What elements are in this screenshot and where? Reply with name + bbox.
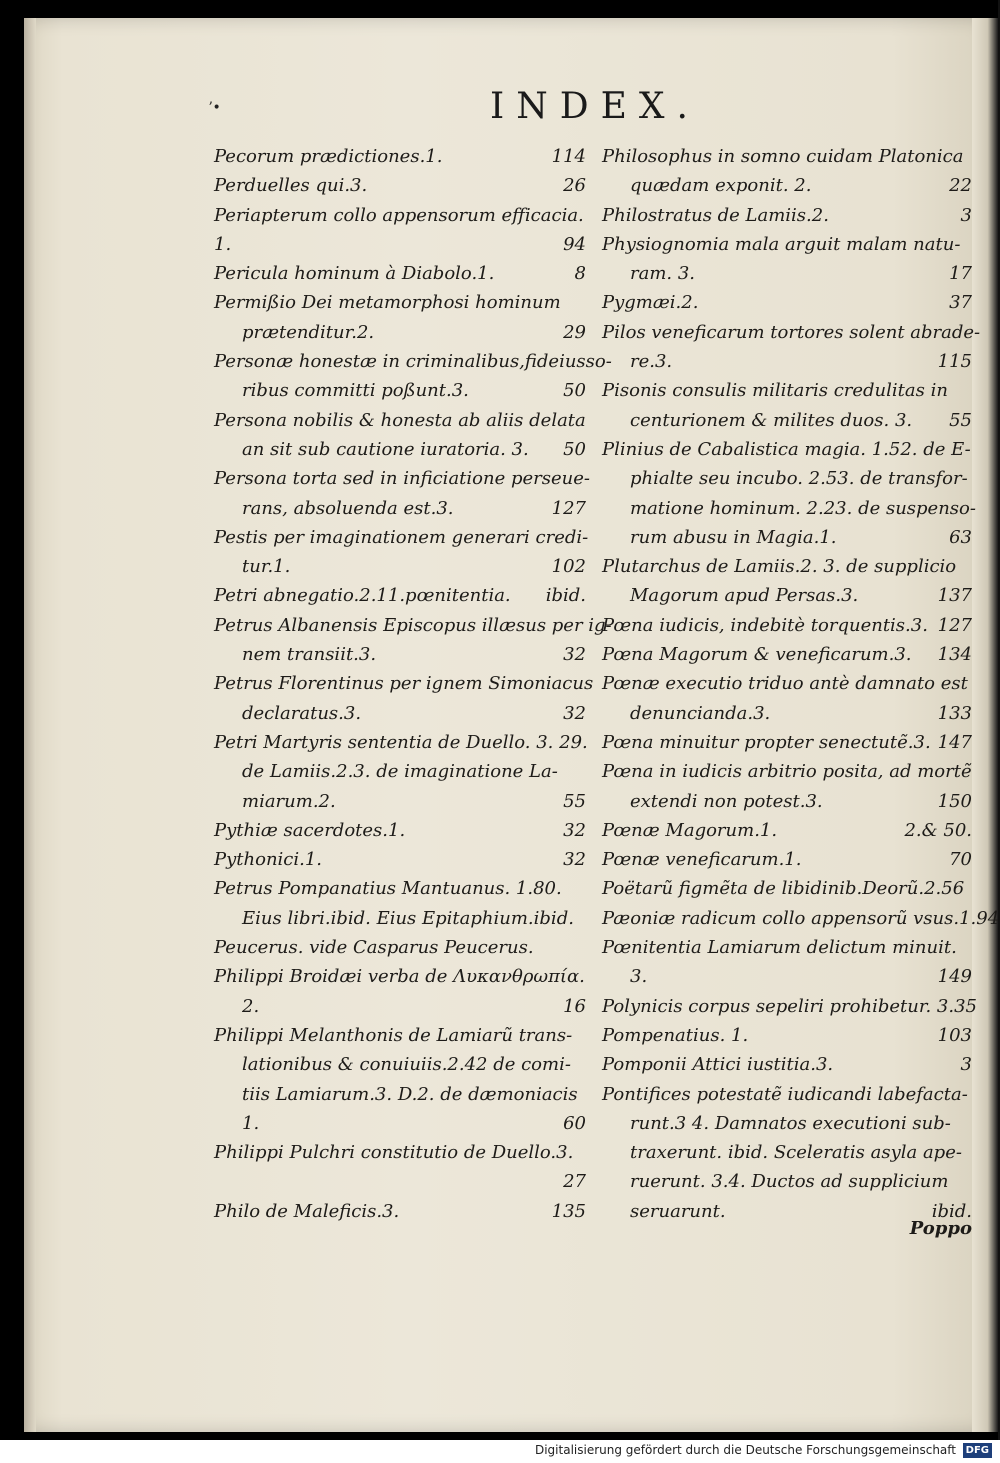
index-entry-line xyxy=(602,757,972,786)
catchword: Poppo xyxy=(909,1218,972,1239)
page-title: INDEX. xyxy=(490,86,700,127)
index-entry-line xyxy=(602,406,972,435)
entry-page-ref: 135 xyxy=(551,1200,586,1222)
index-entry-line xyxy=(602,435,972,464)
entry-page-ref: 147 xyxy=(937,731,972,753)
index-entry-line xyxy=(602,728,972,757)
entry-text: an sit sub cautione iuratoria. 3. xyxy=(242,438,529,460)
entry-text: miarum.2. xyxy=(242,790,336,812)
index-entry-line xyxy=(602,259,972,288)
entry-page-ref: 127 xyxy=(937,614,972,636)
index-entry-line xyxy=(214,435,586,464)
entry-text: tiis Lamiarum.3. D.2. de dæmoniacis xyxy=(242,1083,578,1105)
index-entry-line xyxy=(602,904,1000,933)
entry-text: lationibus & conuiuiis.2.42 de comi- xyxy=(242,1054,571,1076)
entry-page-ref: 3 xyxy=(960,204,972,226)
index-entry-line xyxy=(214,1138,586,1167)
page-gutter xyxy=(24,18,36,1432)
index-entry-line xyxy=(214,669,594,698)
index-entry-line xyxy=(602,142,972,171)
entry-text: Philippi Pulchri constitutio de Duello.3. xyxy=(214,1142,574,1164)
index-entry-line xyxy=(214,816,586,845)
entry-text: 1. xyxy=(214,233,232,255)
entry-text: Personæ honestæ in criminalibus,fideiusso- xyxy=(214,351,612,373)
index-entry-line xyxy=(214,581,586,610)
index-entry-line xyxy=(602,1050,972,1079)
index-entry-line xyxy=(214,1021,586,1050)
entry-text: declaratus.3. xyxy=(242,702,362,724)
entry-text: Pestis per imaginationem generari credi- xyxy=(214,526,589,548)
index-entry-line xyxy=(602,640,972,669)
entry-page-ref: 55 xyxy=(563,790,586,812)
entry-page-ref: 50 xyxy=(563,438,586,460)
index-entry-line xyxy=(602,1080,972,1109)
entry-page-ref: 115 xyxy=(937,351,972,373)
index-entry-line xyxy=(214,640,586,669)
footer-bar xyxy=(0,1440,1000,1463)
entry-page-ref: 70 xyxy=(949,849,972,871)
entry-text: Pœna Magorum & veneficarum.3. xyxy=(602,644,912,666)
index-entry-line xyxy=(602,874,972,903)
page-edge xyxy=(972,18,998,1432)
entry-page-ref: 29 xyxy=(563,321,586,343)
index-entry-line xyxy=(214,464,590,493)
entry-page-ref: 137 xyxy=(937,585,972,607)
entry-text: 1. xyxy=(242,1112,260,1134)
entry-text: Plutarchus de Lamiis.2. 3. de supplicio xyxy=(602,556,957,578)
entry-text: extendi non potest.3. xyxy=(630,790,823,812)
entry-text: rum abusu in Magia.1. xyxy=(630,526,837,548)
entry-page-ref: 37 xyxy=(949,292,972,314)
index-entry-line xyxy=(214,933,586,962)
index-entry-line xyxy=(214,845,586,874)
entry-text: Magorum apud Persas.3. xyxy=(630,585,859,607)
entry-text: Pœna minuitur propter senectutẽ.3. xyxy=(602,731,931,753)
index-entry-line xyxy=(214,201,586,230)
entry-page-ref: 63 xyxy=(949,526,972,548)
index-entry-line xyxy=(214,874,586,903)
entry-text: Pericula hominum à Diabolo.1. xyxy=(214,263,495,285)
entry-page-ref: 27 xyxy=(563,1171,586,1193)
entry-page-ref: 50 xyxy=(563,380,586,402)
entry-text: matione hominum. 2.23. de suspenso- xyxy=(630,497,976,519)
index-entry-line xyxy=(602,699,972,728)
index-entry-line xyxy=(214,1080,586,1109)
entry-text: seruarunt. xyxy=(630,1200,726,1222)
entry-text: Pygmæi.2. xyxy=(602,292,699,314)
entry-text: Permißio Dei metamorphosi hominum xyxy=(214,292,561,314)
entry-text: denuncianda.3. xyxy=(630,702,771,724)
entry-text: Physiognomia mala arguit malam natu- xyxy=(602,233,961,255)
entry-text: traxerunt. ibid. Sceleratis asyla ape- xyxy=(630,1142,962,1164)
entry-text: Pilos veneficarum tortores solent abrade- xyxy=(602,321,981,343)
index-entry-line xyxy=(214,376,586,405)
index-entry-line xyxy=(214,1109,586,1138)
index-entry-line xyxy=(602,376,972,405)
entry-text: runt.3 4. Damnatos executioni sub- xyxy=(630,1112,951,1134)
index-entry-line xyxy=(602,318,981,347)
entry-page-ref: 134 xyxy=(937,644,972,666)
entry-page-ref: 60 xyxy=(563,1112,586,1134)
dfg-logo: DFG xyxy=(963,1443,992,1458)
entry-page-ref: 26 xyxy=(563,175,586,197)
entry-text: Petrus Pompanatius Mantuanus. 1.80. xyxy=(214,878,562,900)
entry-page-ref: 3 xyxy=(960,1054,972,1076)
index-entry-line xyxy=(214,494,586,523)
entry-text: Pœnæ veneficarum.1. xyxy=(602,849,802,871)
entry-text: ribus committi poßunt.3. xyxy=(242,380,469,402)
entry-text: Perduelles qui.3. xyxy=(214,175,368,197)
entry-page-ref: 22 xyxy=(949,175,972,197)
entry-text: Philosophus in somno cuidam Platonica xyxy=(602,146,964,167)
entry-page-ref: 94 xyxy=(563,233,586,255)
index-entry-line xyxy=(602,787,972,816)
entry-page-ref: 55 xyxy=(949,409,972,431)
index-entry-line xyxy=(602,552,972,581)
entry-text: Eius libri.ibid. Eius Epitaphium.ibid. xyxy=(242,907,574,929)
entry-text: Pecorum prædictiones.1. xyxy=(214,146,443,167)
index-entry-line xyxy=(214,728,586,757)
index-entry-line xyxy=(602,494,976,523)
entry-text: Petrus Albanensis Episcopus illæsus per ig- xyxy=(214,614,612,636)
entry-text: Philo de Maleficis.3. xyxy=(214,1200,400,1222)
entry-page-ref: 114 xyxy=(551,146,586,167)
entry-text: Philippi Broidæi verba de Λυκανθρωπία. xyxy=(214,966,585,988)
entry-text: centurionem & milites duos. 3. xyxy=(630,409,913,431)
entry-page-ref: 32 xyxy=(563,819,586,841)
index-entry-line xyxy=(214,406,586,435)
entry-text: Poëtarũ figmẽta de libidinib.Deorũ.2.56 xyxy=(602,878,965,900)
entry-text: Petrus Florentinus per ignem Simoniacus xyxy=(214,673,594,695)
index-entry-line xyxy=(214,904,586,933)
index-entry-line xyxy=(602,581,972,610)
entry-text: Petri Martyris sententia de Duello. 3. 29. xyxy=(214,731,588,753)
entry-text: quædam exponit. 2. xyxy=(630,175,812,197)
entry-text: Pœna in iudicis arbitrio posita, ad mortẽ xyxy=(602,761,972,783)
index-entry-line xyxy=(214,992,586,1021)
index-entry-line xyxy=(602,1167,972,1196)
entry-page-ref: 2.& 50. xyxy=(904,819,972,841)
index-entry-line xyxy=(214,142,586,171)
entry-text: phialte seu incubo. 2.53. de transfor- xyxy=(630,468,968,490)
index-entry-line xyxy=(602,464,972,493)
index-entry-line xyxy=(602,992,978,1021)
index-entry-line xyxy=(602,1021,972,1050)
entry-text: tur.1. xyxy=(242,556,291,578)
entry-page-ref: 32 xyxy=(563,849,586,871)
index-entry-line xyxy=(602,1138,972,1167)
entry-text: Petri abnegatio.2.11.pœnitentia. xyxy=(214,585,511,607)
entry-page-ref: 32 xyxy=(563,644,586,666)
index-column-left xyxy=(214,142,612,1226)
entry-page-ref: 17 xyxy=(949,263,972,285)
index-entry-line xyxy=(214,230,586,259)
entry-text: Pœnæ Magorum.1. xyxy=(602,819,778,841)
entry-text: re.3. xyxy=(630,351,673,373)
entry-page-ref: 103 xyxy=(937,1024,972,1046)
entry-text: Plinius de Cabalistica magia. 1.52. de E- xyxy=(602,438,971,460)
index-entry-line xyxy=(214,611,612,640)
entry-page-ref: 102 xyxy=(551,556,586,578)
index-entry-line xyxy=(214,1197,586,1226)
index-entry-line xyxy=(602,962,972,991)
index-entry-line xyxy=(214,318,586,347)
index-entry-line xyxy=(214,787,586,816)
entry-page-ref: 16 xyxy=(563,995,586,1017)
entry-text: nem transiit.3. xyxy=(242,644,377,666)
entry-page-ref: 127 xyxy=(551,497,586,519)
entry-text: Philippi Melanthonis de Lamiarũ trans- xyxy=(214,1024,573,1046)
index-entry-line xyxy=(602,1109,972,1138)
entry-text: 3. xyxy=(630,966,648,988)
entry-text: ram. 3. xyxy=(630,263,696,285)
index-entry-line xyxy=(602,845,972,874)
entry-text: Pœnæ executio triduo antè damnato est xyxy=(602,673,968,695)
entry-text: Polynicis corpus sepeliri prohibetur. 3.35 xyxy=(602,995,978,1017)
index-entry-line xyxy=(602,288,972,317)
entry-text: de Lamiis.2.3. de imaginatione La- xyxy=(242,761,558,783)
index-entry-line xyxy=(214,288,586,317)
entry-text: Persona torta sed in inficiatione perseue- xyxy=(214,468,590,490)
entry-page-ref: ibid. xyxy=(931,1200,972,1222)
index-entry-line xyxy=(602,171,972,200)
entry-text: Periapterum collo appensorum efficacia. xyxy=(214,204,584,226)
entry-page-ref: ibid. xyxy=(545,585,586,607)
index-entry-line xyxy=(214,757,586,786)
entry-text: Philostratus de Lamiis.2. xyxy=(602,204,829,226)
index-column-right xyxy=(602,142,1000,1226)
entry-text: Pæoniæ radicum collo appensorũ vsus.1.94 xyxy=(602,907,1000,929)
index-entry-line xyxy=(602,347,972,376)
index-entry-line xyxy=(214,1167,586,1196)
entry-text: prætenditur.2. xyxy=(242,321,375,343)
entry-text: Pythonici.1. xyxy=(214,849,323,871)
footer-credit: Digitalisierung gefördert durch die Deutsche Forschungsgemeinschaft xyxy=(534,1443,956,1457)
entry-page-ref: 133 xyxy=(937,702,972,724)
entry-page-ref: 32 xyxy=(563,702,586,724)
entry-text: 2. xyxy=(242,995,260,1017)
entry-text: Pompenatius. 1. xyxy=(602,1024,749,1046)
index-entry-line xyxy=(214,347,612,376)
entry-text: Persona nobilis & honesta ab aliis delata xyxy=(214,409,586,431)
index-entry-line xyxy=(214,171,586,200)
page-mark: ʼ• xyxy=(208,100,221,116)
entry-text: ruerunt. 3.4. Ductos ad supplicium xyxy=(630,1171,949,1193)
index-entry-line xyxy=(214,1050,586,1079)
index-entry-line xyxy=(602,816,972,845)
entry-text: Pontifices potestatẽ iudicandi labefacta- xyxy=(602,1083,968,1105)
index-entry-line xyxy=(214,259,586,288)
entry-text: Pœna iudicis, indebitè torquentis.3. xyxy=(602,614,928,636)
entry-text: Pœnitentia Lamiarum delictum minuit. xyxy=(602,937,957,959)
index-entry-line xyxy=(602,201,972,230)
index-entry-line xyxy=(602,611,972,640)
entry-text: Pythiæ sacerdotes.1. xyxy=(214,819,406,841)
index-entry-line xyxy=(214,962,586,991)
entry-page-ref: 150 xyxy=(937,790,972,812)
index-entry-line xyxy=(602,523,972,552)
index-entry-line xyxy=(214,552,586,581)
index-entry-line xyxy=(214,699,586,728)
index-entry-line xyxy=(602,933,972,962)
entry-page-ref: 8 xyxy=(574,263,586,285)
index-entry-line xyxy=(602,230,972,259)
entry-text: Pisonis consulis militaris credulitas in xyxy=(602,380,948,402)
index-entry-line xyxy=(214,523,589,552)
entry-text: Pomponii Attici iustitia.3. xyxy=(602,1054,834,1076)
index-entry-line xyxy=(602,669,972,698)
entry-text: Peucerus. vide Casparus Peucerus. xyxy=(214,937,534,959)
entry-page-ref: 149 xyxy=(937,966,972,988)
entry-text: rans, absoluenda est.3. xyxy=(242,497,454,519)
